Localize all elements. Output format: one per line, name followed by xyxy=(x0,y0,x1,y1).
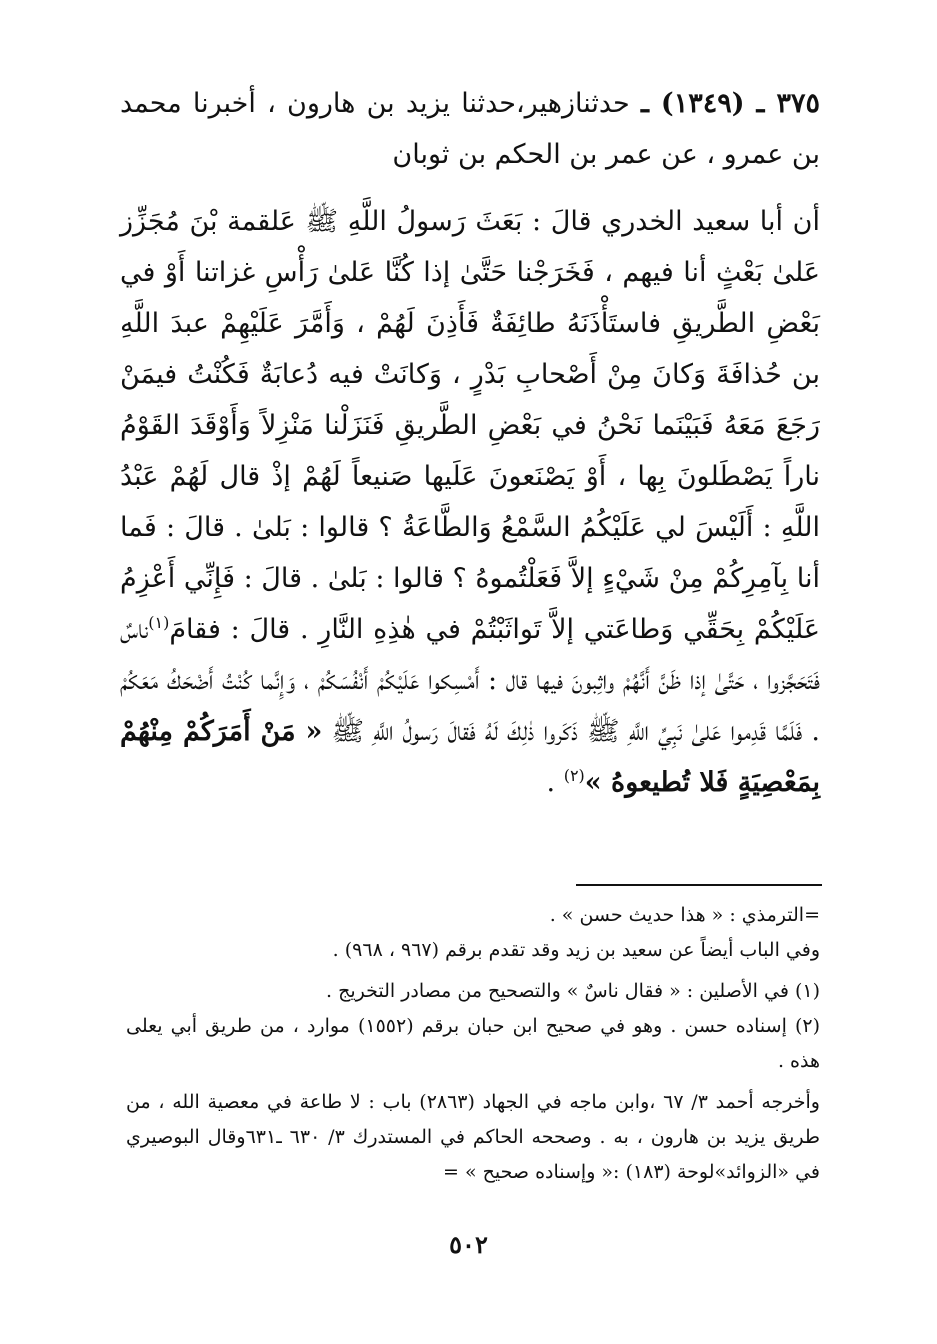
footnote-continued-line-2: وفي الباب أيضاً عن سعيد بن زيد وقد تقدم برقم (٩٦٧ ، ٩٦٨) . xyxy=(332,939,820,961)
footnote-2: (٢) إسناده حسن . وهو في صحيح ابن حبان برقم (١٥٥٢) موارد ، من طريق أبي يعلى هذه . xyxy=(126,1015,820,1072)
footnote-separator xyxy=(576,884,822,886)
hadith-isnad: حدثنازهير،حدثنا يزيد بن هارون ، أخبرنا محمد بن عمرو ، عن عمر بن الحكم بن ثوبان xyxy=(120,88,820,170)
hadith-number: ٣٧٥ ـ (١٣٤٩) ـ xyxy=(640,88,820,119)
page-number: ٥٠٢ xyxy=(449,1230,488,1259)
footnote-1: (١) في الأصلين : « فقال ناسٌ » والتصحيح من مصادر التخريج . xyxy=(326,980,820,1002)
footnote-2-continued: وأخرجه أحمد ٣/ ٦٧ ،وابن ماجه في الجهاد (٢٨٦٣) باب : لا طاعة في معصية الله ، من طريق يزيد بن هارون ، به . وصححه الحاكم في المستدرك ٣/ ٦٣٠ ـ٦٣١وقال البوصيري في «الزوائد»لوحة (١٨٣) :« وإسناده صحيح » = xyxy=(126,1091,820,1183)
footnote-ref-1: (١) xyxy=(148,613,170,632)
main-text xyxy=(120,78,820,808)
hadith-end: . xyxy=(546,767,556,798)
hadith-matn-continued: ناسٌ فَتَحَجَّزوا ، حَتَّىٰ إذا ظَنَّ أَنَّهُمْ واثِبونَ فيها قال : أَمْسِكوا عَلَيْكُمْ أَنْفُسَكُمْ ، وَإِنَّما كُنْتُ أَضْحَكُ مَعَكُمْ . فَلَمَّا قَدِموا عَلىٰ نَبِيِّ اللَّهِ ﷺ ذَكَروا ذٰلِكَ لَهُ فَقالَ رَسولُ اللَّهِ ﷺ xyxy=(120,614,820,747)
hadith-matn: أن أبا سعيد الخدري قالَ : بَعَثَ رَسولُ اللَّهِ ﷺ عَلقمة بْنَ مُجَزِّز عَلىٰ بَعْثٍ أنا فيهم ، فَخَرَجْنا حَتَّىٰ إذا كُنَّا عَلىٰ رَأْسِ غزاتنا أَوْ في بَعْضِ الطَّريقِ فاستَأْذَنَهُ طائِفَةٌ فَأَذِنَ لَهُمْ ، وَأَمَّرَ عَلَيْهِمْ عبدَ اللَّهِ بن حُذافَةَ وَكانَ مِنْ أَصْحابِ بَدْرٍ ، وَكانَتْ فيه دُعابَةٌ فَكُنْتُ فيمَنْ رَجَعَ مَعَهُ فَبَيْنَما نَحْنُ في بَعْضِ الطَّريقِ فَنَزَلْنا مَنْزِلاً وَأَوْقَدَ القَوْمُ ناراً يَصْطَلونَ بِها ، أَوْ يَصْنَعونَ عَلَيها صَنيعاً لَهُمْ إذْ قال لَهُمْ عَبْدُ اللَّهِ : أَلَيْسَ لي عَلَيْكُمُ السَّمْعُ وَالطَّاعَةُ ؟ قالوا : بَلىٰ . قالَ : فَما أنا بِآمِرِكُمْ مِنْ شَيْءٍ إلاَّ فَعَلْتُموهُ ؟ قالوا : بَلىٰ . قالَ : فَإِنِّي أَعْزِمُ عَلَيْكُمْ بِحَقِّي وَطاعَتي إلاَّ تَواثَبْتُمْ في هٰذِهِ النَّارِ . قالَ : فقامَ xyxy=(120,206,820,645)
prophetic-saying: « مَنْ أَمَرَكُمْ مِنْهُمْ بِمَعْصِيَةٍ فَلا تُطيعوهُ » xyxy=(120,716,820,798)
footnotes xyxy=(126,898,820,1190)
footnote-ref-2: (٢) xyxy=(563,766,585,785)
hadith-matn-paragraph xyxy=(120,196,820,808)
footnote-continued-line-1: =الترمذي : « هذا حديث حسن » . xyxy=(549,904,820,926)
hadith-isnad-paragraph xyxy=(120,78,820,180)
